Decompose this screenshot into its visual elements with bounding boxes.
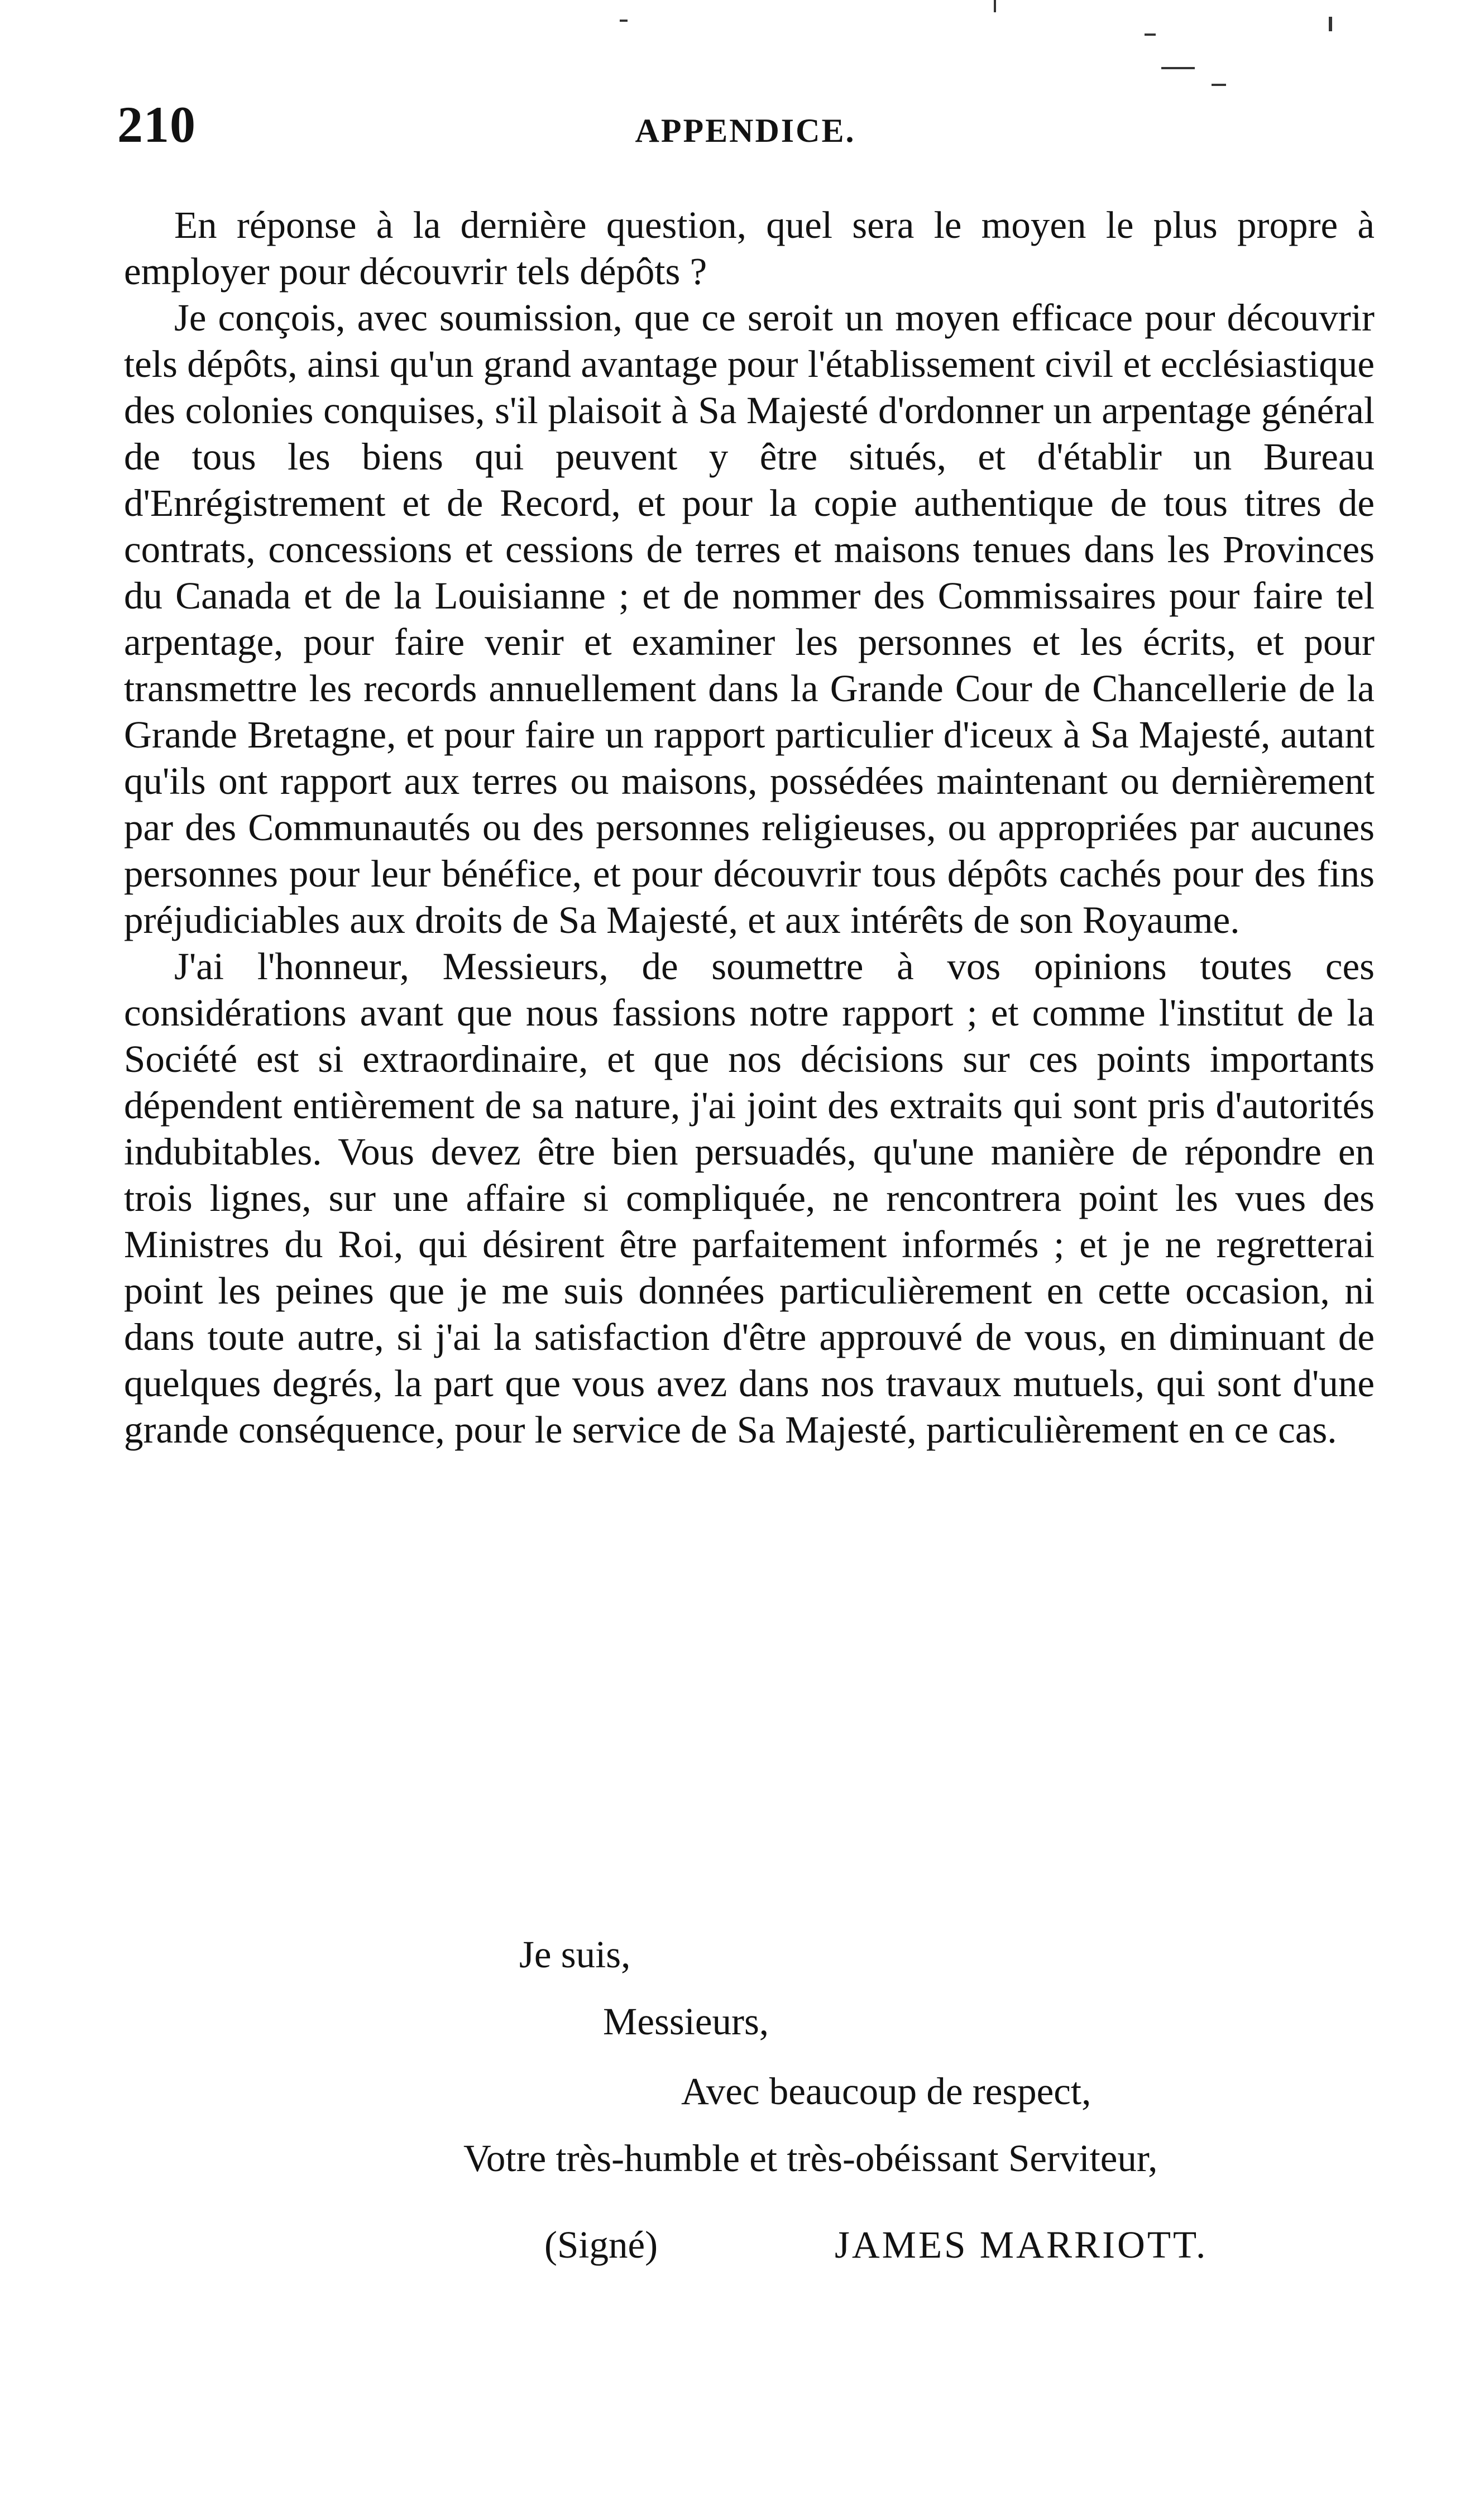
signed-label: (Signé) [544,2224,658,2266]
closing-servant: Votre très-humble et très-obéissant Serviteur, [463,2137,1158,2179]
ink-speck [1145,33,1156,36]
signature-name: JAMES MARRIOTT. [835,2224,1208,2266]
paragraph: En réponse à la dernière question, quel sera le moyen le plus propre à employer pour découvrir tels dépôts ? [124,204,1375,293]
closing-salutation: Messieurs, [603,2000,769,2043]
closing-respect: Avec beaucoup de respect, [681,2070,1091,2112]
page-header [117,95,1373,162]
paragraph: J'ai l'honneur, Messieurs, de soumettre à vos opinions toutes ces considérations avant que nous fassions notre rapport ; et comme l'institut de la Société est si extraordinaire, et que nos décisions sur ces points importants dépendent entièrement de sa nature, j'ai joint des extraits qui sont pris d'autorités indubitables. Vous devez être bien persuadés, qu'une manière de répondre en trois lignes, sur une affaire si compliquée, ne rencontrera point les vues des Ministres du Roi, qui désirent être parfaitement informés ; et je ne regretterai point les peines que je me suis données particulièrement en cette occasion, ni dans toute autre, si j'ai la satisfaction d'être approuvé de vous, en diminuant de quelques degrés, la part que vous avez dans nos travaux mutuels, qui sont d'une grande conséquence, pour le service de Sa Majesté, particulièrement en ce cas. [124,945,1375,1451]
ink-speck [620,20,628,22]
page-number: 210 [117,96,196,153]
ink-speck [1161,67,1195,69]
running-head: APPENDICE. [635,112,856,149]
paragraph: Je conçois, avec soumission, que ce seroit un moyen efficace pour découvrir tels dépôts, ainsi qu'un grand avantage pour l'établissement civil et ecclésiastique des colonies conquises, s'il plaisoit à Sa Majesté d'ordonner un arpentage général de tous les biens qui peuvent y être situés, et d'établir un Bureau d'Enrégistrement et de Record, et pour la copie authentique de tous titres de contrats, concessions et cessions de terres et maisons tenues dans les Provinces du Canada et de la Louisianne ; et de nommer des Commissaires pour faire tel arpentage, pour faire venir et examiner les personnes et les écrits, et pour transmettre les records annuellement dans la Grande Cour de Chancellerie de la Grande Bretagne, et pour faire un rapport particulier d'iceux à Sa Majesté, autant qu'ils ont rapport aux terres ou maisons, possédées maintenant ou dernièrement par des Communautés ou des personnes religieuses, ou appropriées par aucunes personnes pour leur bénéfice, et pour découvrir tous dépôts cachés pour des fins préjudiciables aux droits de Sa Majesté, et aux intérêts de son Royaume. [124,296,1375,941]
body-text [124,202,1375,1453]
ink-speck [1212,84,1226,86]
ink-speck [994,0,996,12]
closing-greeting: Je suis, [519,1933,631,1976]
ink-speck [1329,17,1332,31]
